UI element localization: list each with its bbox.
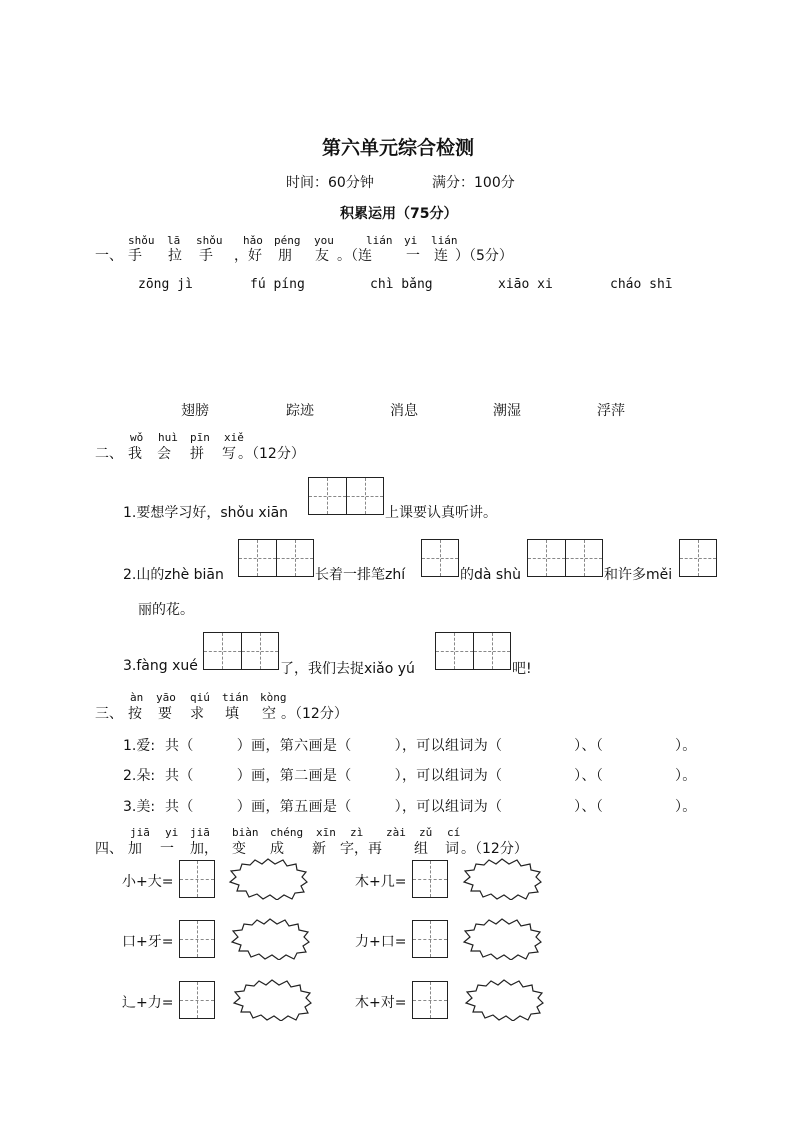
stroke-row-text: 共（ ）画，第六画是（ ），可以组词为（ ）、（ ）。 (165, 738, 697, 754)
question-char: ，好 (234, 248, 262, 264)
sentence-2-part: 丽的花。 (138, 602, 194, 618)
question-char: 会 (157, 446, 171, 462)
pinyin: zǔ (419, 826, 433, 839)
pinyin-option: fú píng (250, 277, 305, 292)
question-char: 按 (128, 706, 142, 722)
word-bubble[interactable] (462, 918, 542, 960)
pinyin: kòng (260, 691, 287, 704)
sentence-2-part: 2.山的zhè biān (123, 567, 224, 583)
word-bubble[interactable] (464, 979, 544, 1021)
sentence-1-start: 1.要想学习好，shǒu xiān (123, 505, 289, 521)
pinyin: you (314, 234, 334, 247)
question-number: 三、 (95, 706, 123, 722)
equation-label: 小+大= (122, 874, 174, 890)
equation-label: 木+对= (355, 995, 407, 1011)
writing-grid[interactable] (527, 539, 603, 577)
question-char: 拉 (168, 248, 182, 264)
word-option: 消息 (390, 403, 418, 419)
question-char: 成 (270, 841, 284, 857)
pinyin-option: cháo shī (610, 277, 673, 292)
pinyin: zài (386, 826, 406, 839)
pinyin: shǒu (196, 234, 223, 247)
sentence-1-end: 上课要认真听讲。 (385, 505, 497, 521)
writing-grid[interactable] (679, 539, 717, 577)
question-char: 变 (232, 841, 246, 857)
sentence-3-part: 了，我们去捉xiǎo yú (280, 661, 415, 677)
question-char: 空 (262, 706, 276, 722)
word-option: 浮萍 (597, 403, 625, 419)
question-number: 二、 (95, 446, 123, 462)
pinyin: péng (274, 234, 301, 247)
word-bubble[interactable] (232, 979, 312, 1021)
question-char: 加， (190, 841, 218, 857)
question-char: 友 (315, 248, 329, 264)
pinyin-option: chì bǎng (370, 277, 433, 292)
pinyin: zì (350, 826, 364, 839)
writing-grid[interactable] (308, 477, 384, 515)
question-char: 组 (414, 841, 428, 857)
pinyin: àn (130, 691, 144, 704)
sentence-2-part: 的dà shù (460, 567, 521, 583)
question-char: 一 (406, 248, 420, 264)
question-char: 。（12分） (461, 841, 528, 857)
word-bubble[interactable] (230, 918, 310, 960)
word-bubble[interactable] (228, 858, 308, 900)
pinyin: huì (158, 431, 178, 444)
question-char: 求 (190, 706, 204, 722)
pinyin: yi (404, 234, 418, 247)
question-number: 四、 (95, 841, 123, 857)
stroke-row-char: 3.美: (123, 799, 156, 815)
question-char: 写 (222, 446, 236, 462)
question-char: 拼 (190, 446, 204, 462)
pinyin-option: xiāo xi (498, 277, 553, 292)
question-char: 填 (225, 706, 239, 722)
question-char: 字，再 (340, 841, 382, 857)
stroke-row-text: 共（ ）画，第二画是（ ），可以组词为（ ）、（ ）。 (165, 768, 697, 784)
question-char: 我 (128, 446, 142, 462)
question-char: 连 (434, 248, 448, 264)
pinyin: xiě (224, 431, 244, 444)
question-char: 手 (128, 248, 142, 264)
time-limit: 时间：60分钟 (286, 175, 374, 191)
writing-grid[interactable] (203, 632, 279, 670)
pinyin: yāo (156, 691, 176, 704)
stroke-row-char: 2.朵: (123, 768, 156, 784)
answer-box[interactable] (179, 860, 215, 898)
pinyin: qiú (190, 691, 210, 704)
question-char: 新 (312, 841, 326, 857)
pinyin: yi (165, 826, 179, 839)
answer-box[interactable] (412, 981, 448, 1019)
question-char: 手 (199, 248, 213, 264)
pinyin: tián (222, 691, 249, 704)
question-number: 一、 (95, 248, 123, 264)
word-option: 踪迹 (286, 403, 314, 419)
pinyin: lián (431, 234, 458, 247)
answer-box[interactable] (179, 981, 215, 1019)
pinyin: wǒ (130, 431, 144, 444)
pinyin: hǎo (243, 234, 263, 247)
equation-label: 力+口= (355, 934, 407, 950)
pinyin: lā (167, 234, 181, 247)
pinyin: shǒu (128, 234, 155, 247)
pinyin: lián (366, 234, 393, 247)
question-char: 。（连 (337, 248, 372, 264)
word-option: 潮湿 (493, 403, 521, 419)
question-char: 朋 (278, 248, 292, 264)
stroke-row-char: 1.爱: (123, 738, 156, 754)
full-score: 满分：100分 (432, 175, 515, 191)
writing-grid[interactable] (435, 632, 511, 670)
writing-grid[interactable] (421, 539, 459, 577)
word-option: 翅膀 (181, 403, 209, 419)
question-char: 。（12分） (238, 446, 305, 462)
answer-box[interactable] (412, 920, 448, 958)
answer-box[interactable] (412, 860, 448, 898)
pinyin: chéng (270, 826, 304, 839)
equation-label: 口+牙= (122, 934, 174, 950)
pinyin: jiā (130, 826, 150, 839)
writing-grid[interactable] (238, 539, 314, 577)
word-bubble[interactable] (462, 858, 542, 900)
question-char: 词 (445, 841, 459, 857)
question-char: 一 (160, 841, 174, 857)
question-char: 加 (128, 841, 142, 857)
equation-label: 木+几= (355, 874, 407, 890)
sentence-2-part: 和许多měi (604, 567, 673, 583)
pinyin: jiā (190, 826, 210, 839)
question-char: 。（12分） (281, 706, 348, 722)
pinyin: biàn (232, 826, 259, 839)
question-char: ）（5分） (455, 248, 513, 264)
question-char: 要 (158, 706, 172, 722)
stroke-row-text: 共（ ）画，第五画是（ ），可以组词为（ ）、（ ）。 (165, 799, 697, 815)
pinyin-option: zōng jì (138, 277, 193, 292)
pinyin: pīn (190, 431, 210, 444)
pinyin: xīn (316, 826, 336, 839)
equation-label: 辶+力= (122, 995, 174, 1011)
subsection-title: 积累运用（75分） (340, 206, 458, 222)
sentence-2-part: 长着一排笔zhí (315, 567, 406, 583)
sentence-3-part: 3.fàng xué (123, 658, 198, 674)
pinyin: cí (447, 826, 461, 839)
sentence-3-part: 吧! (512, 661, 532, 677)
answer-box[interactable] (179, 920, 215, 958)
page-title: 第六单元综合检测 (322, 137, 475, 159)
